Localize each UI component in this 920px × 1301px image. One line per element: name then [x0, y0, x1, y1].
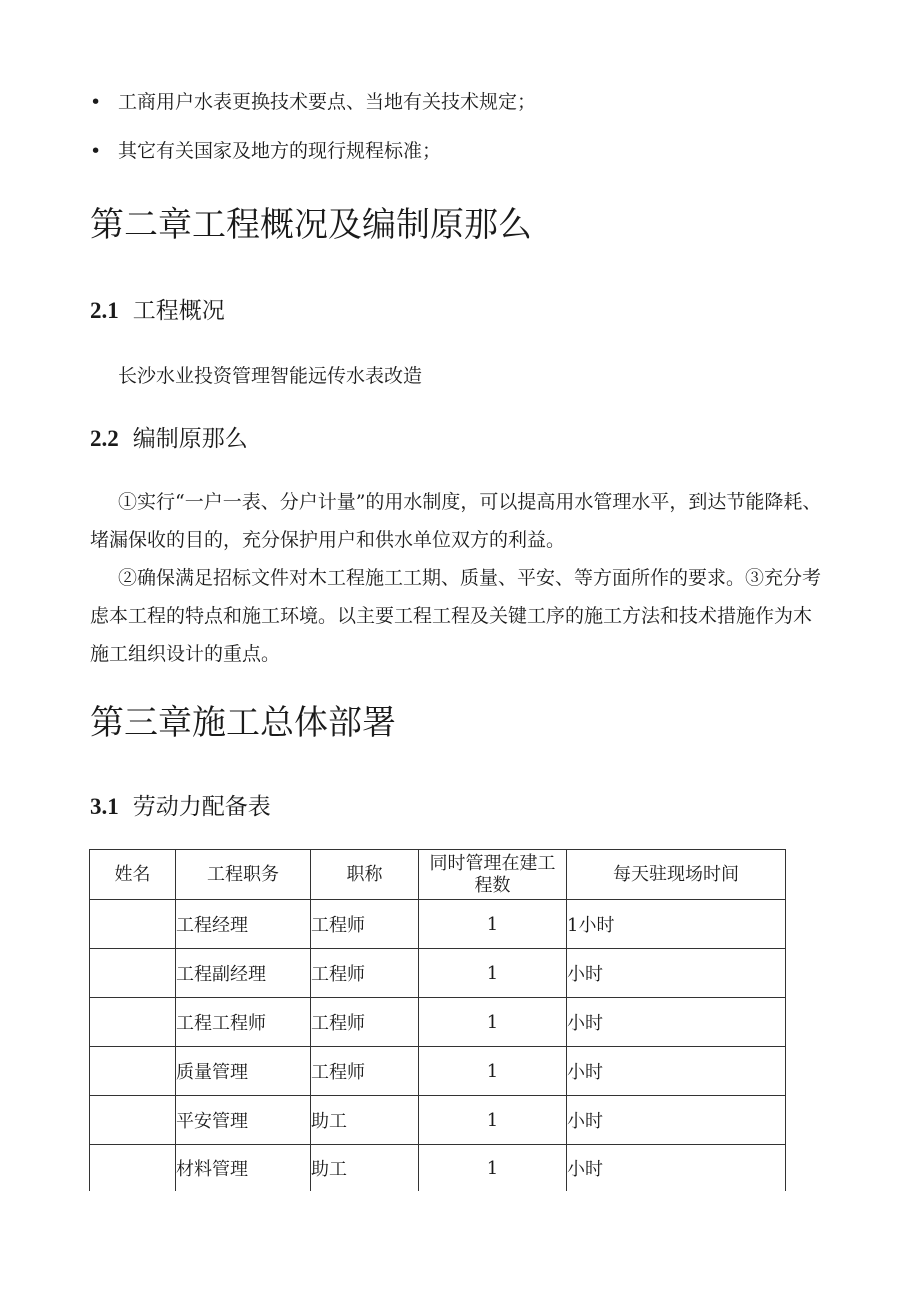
cell-title: 助工	[311, 1145, 419, 1192]
cell-count: 1	[419, 1145, 567, 1192]
cell-title: 工程师	[311, 998, 419, 1047]
cell-role: 材料管理	[176, 1145, 311, 1192]
header-role: 工程职务	[176, 850, 311, 900]
header-title: 职称	[311, 850, 419, 900]
labor-table	[89, 849, 786, 1191]
bullet-text: 其它有关国家及地方的现行规程标准；	[118, 140, 442, 162]
cell-count: 1	[419, 998, 567, 1047]
cell-name	[90, 900, 176, 949]
cell-time: 1小时	[567, 900, 786, 949]
cell-title: 工程师	[311, 900, 419, 949]
cell-role: 工程副经理	[176, 949, 311, 998]
section-title: 劳动力配备表	[132, 794, 271, 820]
bullet-dot: •	[90, 140, 102, 162]
table-row	[90, 1145, 786, 1192]
cell-title: 工程师	[311, 1047, 419, 1096]
paragraph-principle-2: ②确保满足招标文件对木工程施工工期、质量、平安、等方面所作的要求。③充分考虑本工程的特点和施工环境。以主要工程工程及关键工序的施工方法和技术措施作为木施工组织设计的重点。	[90, 567, 822, 665]
section-number: 2.1	[90, 298, 119, 323]
cell-count: 1	[419, 1096, 567, 1145]
cell-name	[90, 1047, 176, 1096]
chapter-3-heading: 第三章施工总体部署	[90, 703, 396, 743]
table-row	[90, 998, 786, 1047]
cell-name	[90, 998, 176, 1047]
cell-title: 助工	[311, 1096, 419, 1145]
cell-count: 1	[419, 949, 567, 998]
cell-time: 小时	[567, 1145, 786, 1192]
section-2-2-heading	[90, 424, 248, 454]
cell-role: 工程经理	[176, 900, 311, 949]
paragraph-principle-1: ①实行“一户一表、分户计量”的用水制度，可以提高用水管理水平，到达节能降耗、堵漏保收的目的，充分保护用户和供水单位双方的利益。	[90, 491, 822, 551]
section-2-1-heading	[90, 296, 225, 326]
table-row	[90, 1047, 786, 1096]
table-row	[90, 949, 786, 998]
cell-name	[90, 1096, 176, 1145]
cell-role: 平安管理	[176, 1096, 311, 1145]
cell-time: 小时	[567, 949, 786, 998]
cell-time: 小时	[567, 998, 786, 1047]
section-number: 2.2	[90, 426, 119, 451]
table-header-row	[90, 850, 786, 900]
cell-name	[90, 1145, 176, 1192]
bullet-text: 工商用户水表更换技术要点、当地有关技术规定；	[118, 91, 537, 113]
cell-name	[90, 949, 176, 998]
cell-title: 工程师	[311, 949, 419, 998]
section-3-1-heading	[90, 792, 271, 822]
cell-time: 小时	[567, 1047, 786, 1096]
section-title: 编制原那么	[132, 426, 248, 452]
table-row	[90, 1096, 786, 1145]
table-row	[90, 900, 786, 949]
cell-count: 1	[419, 1047, 567, 1096]
header-count: 同时管理在建工程数	[419, 850, 567, 900]
cell-role: 工程工程师	[176, 998, 311, 1047]
cell-count: 1	[419, 900, 567, 949]
bullet-dot: •	[90, 91, 102, 113]
section-title: 工程概况	[132, 298, 225, 324]
section-2-1-body: 长沙水业投资管理智能远传水表改造	[118, 365, 423, 387]
section-number: 3.1	[90, 794, 119, 819]
header-time: 每天驻现场时间	[567, 850, 786, 900]
header-name: 姓名	[90, 850, 176, 900]
cell-time: 小时	[567, 1096, 786, 1145]
cell-role: 质量管理	[176, 1047, 311, 1096]
chapter-2-heading: 第二章工程概况及编制原那么	[90, 205, 532, 245]
